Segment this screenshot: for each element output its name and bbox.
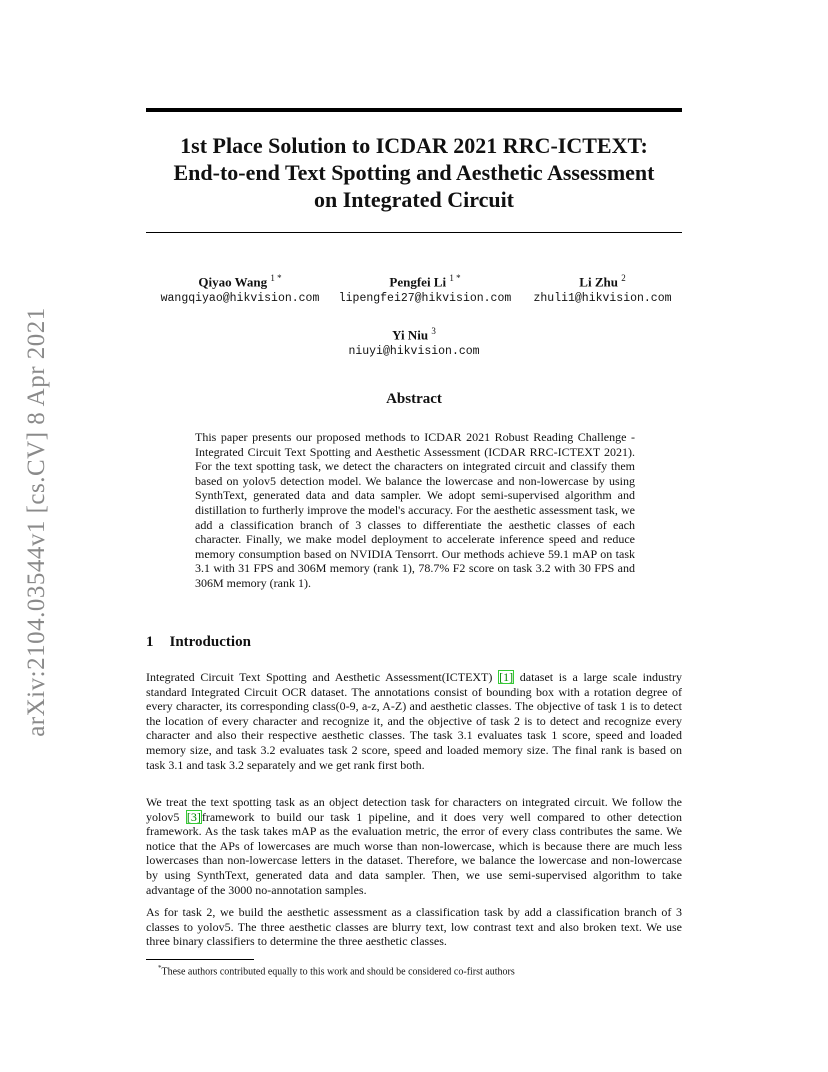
author-block <box>525 270 680 307</box>
author-name: Pengfei Li <box>389 274 447 290</box>
paragraph-text: framework to build our task 1 pipeline, and it does very well compared to other detection framework. As the task takes mAP as the evaluation metric, the error of every class contributes the same. We notice that the APs of lowercases are much worse than non-lowercase, which is because there are much less lowercases than non-lowercase letters in the dataset. Therefore, we balance the lowercase and non-lowercase by using SynthText, generated data and data sampler. Then, we use semi-supervised algorithm to take advantage of the 3000 no-annotation samples. <box>146 809 682 897</box>
abstract-heading: Abstract <box>386 391 442 407</box>
footnote <box>158 962 678 978</box>
citation-link[interactable] <box>498 670 514 684</box>
author-email[interactable]: niuyi@hikvision.com <box>348 345 480 359</box>
section-title: Introduction <box>169 634 251 650</box>
section-number: 1 <box>146 634 154 650</box>
citation-bracket: [ <box>186 809 191 824</box>
title-line-3: on Integrated Circuit <box>313 187 515 212</box>
citation-number: 1 <box>503 670 510 684</box>
paragraph-text: We treat the text spotting task as an object detection task for characters on integrated circuit. We follow the yolov5 <box>146 795 682 824</box>
citation-bracket: ] <box>196 809 201 824</box>
footnote-rule <box>146 959 254 960</box>
section-heading <box>146 634 251 651</box>
author-affiliation: 3 <box>431 326 436 336</box>
author-affiliation: 2 <box>621 273 626 283</box>
title-line-2: End-to-end Text Spotting and Aesthetic Assessment <box>173 160 655 185</box>
paragraph-text: Integrated Circuit Text Spotting and Aesthetic Assessment(ICTEXT) <box>146 670 499 684</box>
author-block <box>324 323 504 360</box>
author-affiliation: 1 * <box>449 273 461 283</box>
intro-paragraph-1 <box>146 670 682 772</box>
author-name: Qiyao Wang <box>198 274 268 290</box>
citation-link[interactable] <box>186 810 202 824</box>
title-line-1: 1st Place Solution to ICDAR 2021 RRC-ICTEXT: <box>180 133 648 158</box>
title-bottom-rule <box>146 232 682 233</box>
author-email[interactable]: lipengfei27@hikvision.com <box>338 292 512 306</box>
intro-paragraph-2 <box>146 795 682 897</box>
citation-bracket: ] <box>509 670 514 684</box>
intro-paragraph-3: As for task 2, we build the aesthetic assessment as a classification task by add a classification branch of 3 classes to yolov5. The three aesthetic classes are blurry text, low contrast text and also broken text. We use three binary classifiers to determine the three aesthetic classes. <box>146 905 682 949</box>
author-name: Yi Niu <box>392 327 429 343</box>
paragraph-text: dataset is a large scale industry standard Integrated Circuit OCR dataset. The annotations consist of bounding box with a rotation degree of every character, its corresponding class(0-9, a-z, A-Z) and aesthetic classes. The objective of task 1 is to detect the location of every character and recognize it, and the objective of task 2 is to detect and recognize every character and also their respective aesthetic classes. The task 3.1 evaluates task 1 score, speed and loaded memory size, and task 3.2 evaluates task 2 score, speed and loaded memory size. The final rank is based on task 3.1 and task 3.2 separately and we get rank first both. <box>146 670 682 772</box>
author-email[interactable]: wangqiyao@hikvision.com <box>160 292 320 306</box>
author-affiliation: 1 * <box>270 273 282 283</box>
author-block <box>150 270 330 307</box>
abstract-text: This paper presents our proposed methods to ICDAR 2021 Robust Reading Challenge - Integrated Circuit Text Spotting and Aesthetic Assessment (ICDAR RRC-ICTEXT 2021). For the text spotting task, we detect the characters on integrated circuit and classify them based on yolov5 detection model. We balance the lowercase and non-lowercase by using SynthText, generated data and data sampler. We adopt semi-supervised algorithm and distillation to furtherly improve the model's accuracy. For the aesthetic assessment task, we add a classification branch of 3 classes to differentiate the aesthetic classes of each character. Finally, we make model deployment to accelerate inference speed and reduce memory consumption based on NVIDIA Tensorrt. Our methods achieve 59.1 mAP on task 3.1 with 31 FPS and 306M memory (rank 1), 78.7% F2 score on task 3.2 with 30 FPS and 306M memory (rank 1). <box>195 430 635 590</box>
citation-number: 3 <box>190 809 197 824</box>
footnote-mark: * <box>158 964 162 972</box>
paper-title <box>146 132 682 213</box>
author-block <box>330 270 520 307</box>
arxiv-identifier: arXiv:2104.03544v1 [cs.CV] 8 Apr 2021 <box>23 307 50 737</box>
author-name: Li Zhu <box>579 274 618 290</box>
footnote-text: These authors contributed equally to this work and should be considered co-first authors <box>161 966 515 978</box>
author-email[interactable]: zhuli1@hikvision.com <box>533 292 672 306</box>
citation-bracket: [ <box>499 670 504 684</box>
title-top-rule <box>146 108 682 112</box>
arxiv-sidebar <box>20 292 54 752</box>
